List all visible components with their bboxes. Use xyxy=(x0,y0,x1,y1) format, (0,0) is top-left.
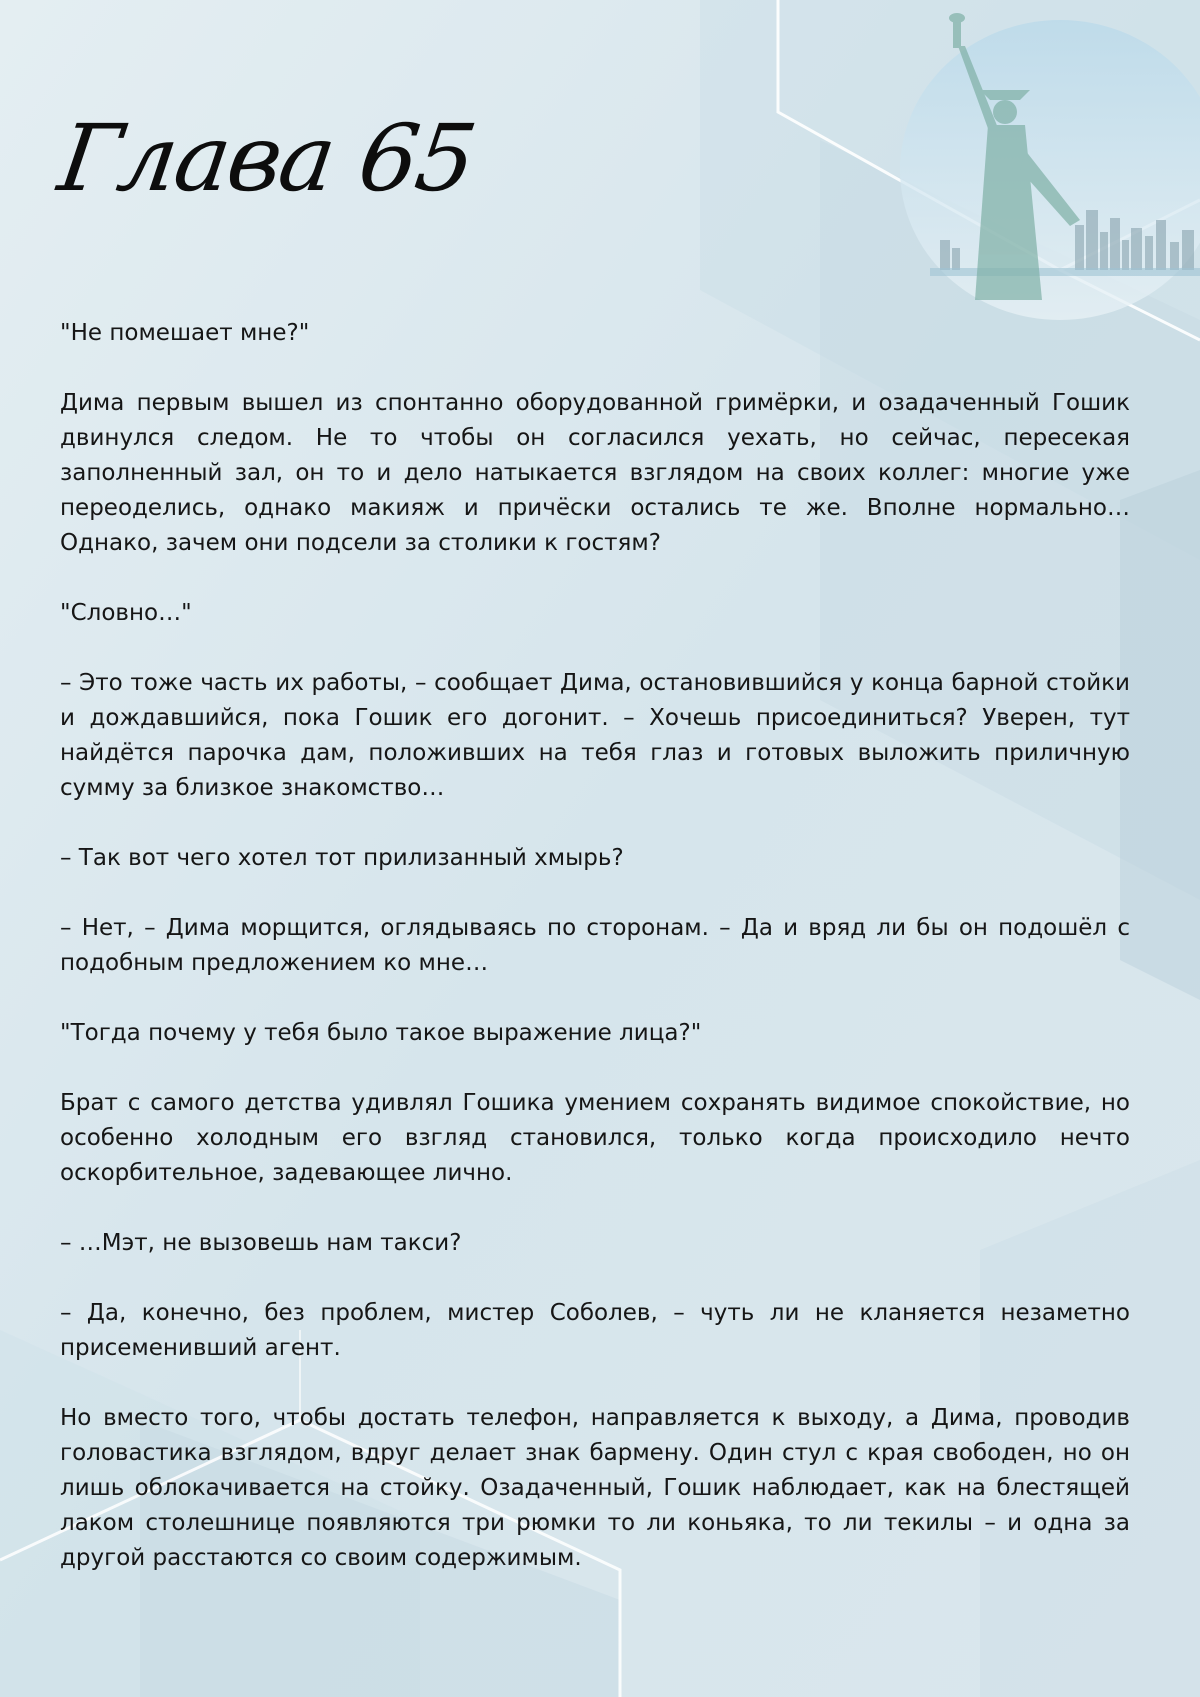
chapter-text xyxy=(60,316,1130,1611)
paragraph: – …Мэт, не вызовешь нам такси? xyxy=(60,1230,462,1256)
paragraph: "Не помешает мне?" xyxy=(60,320,310,346)
paragraph: – Да, конечно, без проблем, мистер Соболев, – чуть ли не кланяется незаметно присеменивший агент. xyxy=(60,1300,1130,1361)
paragraph: Но вместо того, чтобы достать телефон, направляется к выходу, а Дима, проводив головастика взглядом, вдруг делает знак бармену. Один стул с края свободен, но он лишь облокачивается на стойку. Озадаченный, Гошик наблюдает, как на блестящей лаком столешнице появляются три рюмки то ли коньяка, то ли текилы – и одна за другой расстаются со своим содержимым. xyxy=(60,1405,1130,1571)
paragraph: Брат с самого детства удивлял Гошика умением сохранять видимое спокойствие, но особенно холодным его взгляд становился, только когда происходило нечто оскорбительное, задевающее лично. xyxy=(60,1090,1130,1186)
paragraph: – Так вот чего хотел тот прилизанный хмырь? xyxy=(60,845,624,871)
paragraph: – Это тоже часть их работы, – сообщает Дима, остановившийся у конца барной стойки и дождавшийся, пока Гошик его догонит. – Хочешь присоединиться? Уверен, тут найдётся парочка дам, положивших на тебя глаз и готовых выложить приличную сумму за близкое знакомство… xyxy=(60,670,1130,801)
paragraph: Дима первым вышел из спонтанно оборудованной гримёрки, и озадаченный Гошик двинулся следом. Не то чтобы он согласился уехать, но сейчас, пересекая заполненный зал, он то и дело натыкается взглядом на своих коллег: многие уже переоделись, однако макияж и причёски остались те же. Вполне нормально… Однако, зачем они подсели за столики к гостям? xyxy=(60,390,1130,556)
paragraph: "Тогда почему у тебя было такое выражение лица?" xyxy=(60,1020,702,1046)
paragraph: – Нет, – Дима морщится, оглядываясь по сторонам. – Да и вряд ли бы он подошёл с подобным предложением ко мне… xyxy=(60,915,1130,976)
chapter-title: Глава 65 xyxy=(52,105,481,212)
paragraph: "Словно…" xyxy=(60,600,192,626)
